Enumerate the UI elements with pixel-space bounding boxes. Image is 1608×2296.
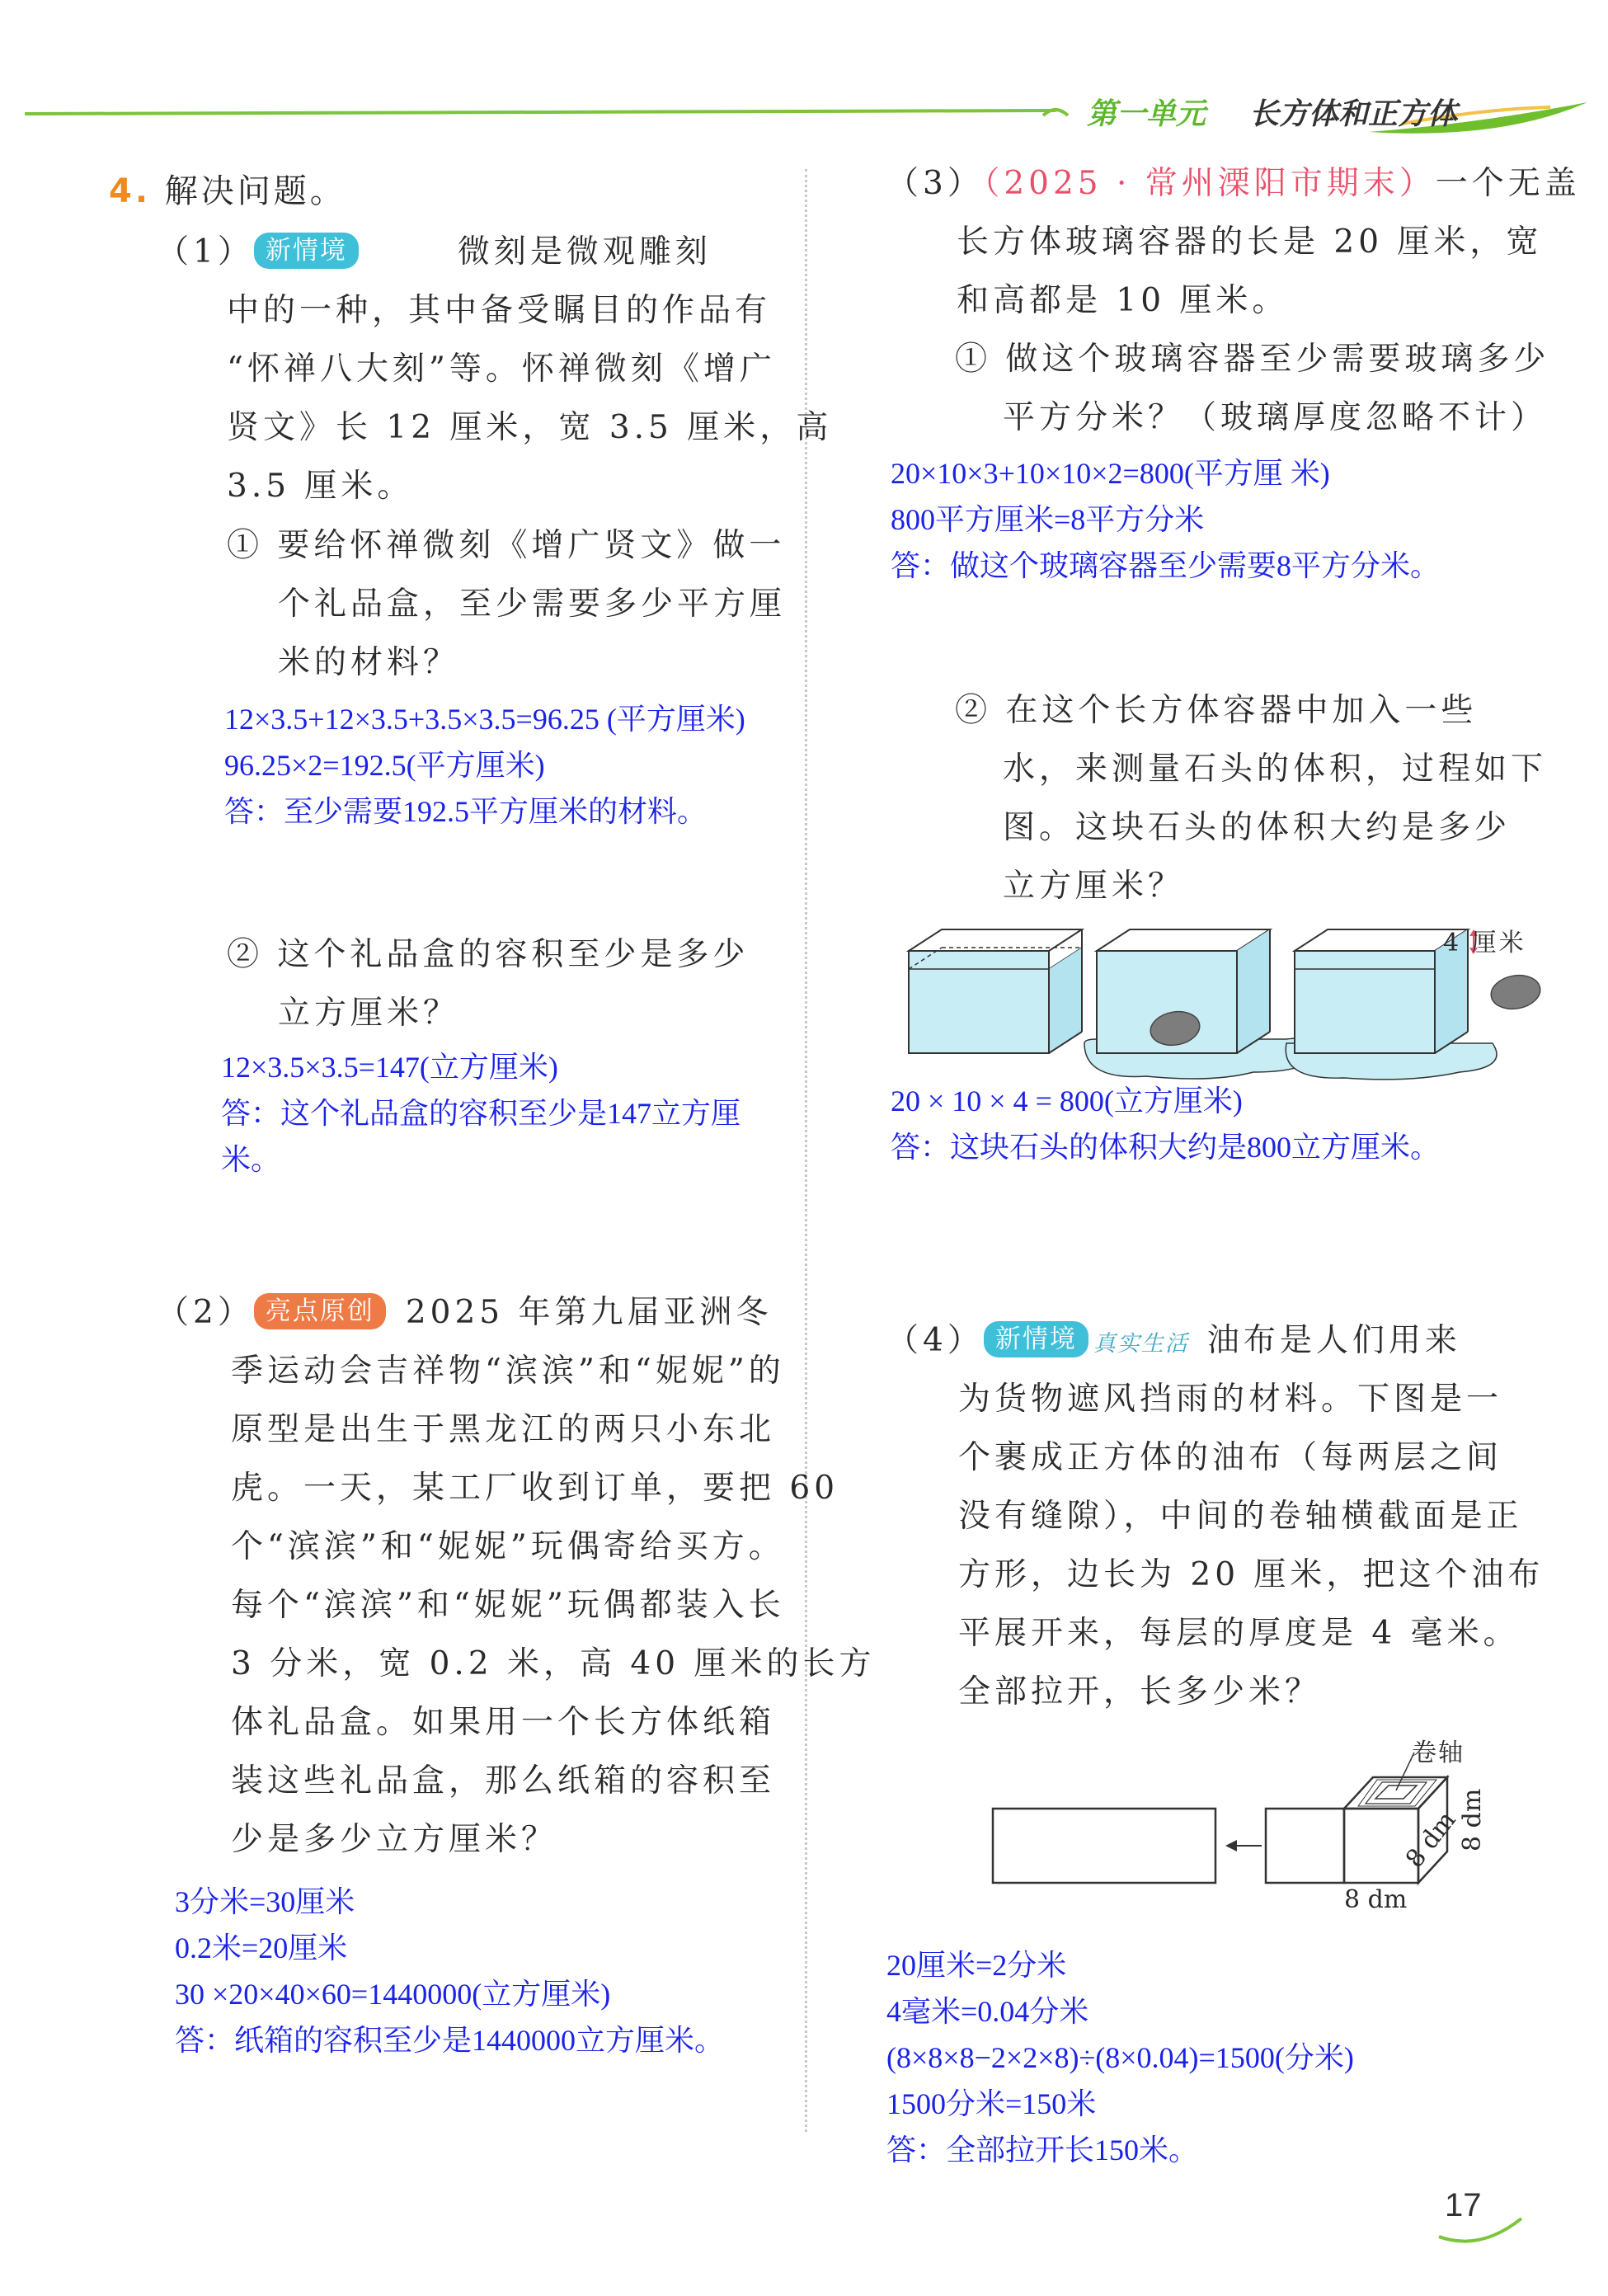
q2-ans-0: 3分米=30厘米 <box>175 1885 355 1918</box>
q4-answer <box>886 1942 1354 2173</box>
q3-ans1-0: 20×10×3+10×10×2=800(平方厘 米) <box>891 457 1330 490</box>
q4-text-1: 为货物遮风挡雨的材料。下图是一 <box>958 1381 1503 1418</box>
q4-axis-label: 卷轴 <box>1412 1738 1465 1767</box>
q2-first-line <box>157 1283 772 1342</box>
q3-sub2-3: 立方厘米？ <box>1003 868 1185 905</box>
q4-side-label-1: 8 dm <box>1344 1885 1408 1914</box>
q2-text-9: 少是多少立方厘米？ <box>231 1821 558 1858</box>
q2-tag: 亮点原创 <box>254 1293 386 1329</box>
q3-ans1-1: 800平方厘米=8平方分米 <box>891 503 1205 536</box>
q2-text-2: 原型是出生于黑龙江的两只小东北 <box>231 1411 776 1448</box>
unrolled-tarp <box>993 1809 1215 1883</box>
q2-text-4: 个“滨滨”和“妮妮”玩偶寄给买方。 <box>231 1528 785 1565</box>
q3-sub1-1: 平方分米？（玻璃厚度忽略不计） <box>1003 399 1548 436</box>
q3-answer-2 <box>891 1078 1440 1170</box>
q2-text-0: 2025 年第九届亚洲冬 <box>405 1294 773 1331</box>
q1-intro-2: “怀禅八大刻”等。怀禅微刻《增广 <box>227 351 776 388</box>
q2-text-8: 装这些礼品盒，那么纸箱的容积至 <box>231 1762 776 1800</box>
q4-number: （4） <box>886 1322 984 1359</box>
q3-sub2 <box>955 681 1547 915</box>
q2-text-5: 每个“滨滨”和“妮妮”玩偶都装入长 <box>231 1587 785 1624</box>
q3-figure-label: 4 厘米 <box>1443 929 1526 957</box>
q2-text <box>231 1342 875 1869</box>
q2-text-1: 季运动会吉祥物“滨滨”和“妮妮”的 <box>231 1353 785 1390</box>
q4-ans-0: 20厘米=2分米 <box>886 1949 1067 1982</box>
q3-text-2: 和高都是 10 厘米。 <box>957 282 1289 319</box>
q3-sub2-0: ② 在这个长方体容器中加入一些 <box>955 692 1478 729</box>
q3-text-1: 长方体玻璃容器的长是 20 厘米，宽 <box>957 223 1543 261</box>
q4-text-3: 没有缝隙），中间的卷轴横截面是正 <box>958 1498 1523 1535</box>
q1-answer-2 <box>221 1044 741 1183</box>
q2-ans-1: 0.2米=20厘米 <box>175 1931 348 1964</box>
q3-sub1-0: ① 做这个玻璃容器至少需要玻璃多少 <box>955 341 1550 378</box>
q3-number: （3） <box>886 165 984 202</box>
problem-heading <box>109 165 346 212</box>
header-decoration <box>0 0 1608 157</box>
q2-answer <box>175 1879 724 2063</box>
problem-title: 解决问题。 <box>164 172 346 210</box>
q1-sub2-0: ② 这个礼品盒的容积至少是多少 <box>227 936 750 973</box>
q1-intro-3: 贤文》长 12 厘米，宽 3.5 厘米，高 <box>227 409 833 446</box>
unit-label: 第一单元 <box>1087 97 1206 131</box>
q1-sub2-1: 立方厘米？ <box>278 995 460 1032</box>
q4-text-0: 油布是人们用来 <box>1206 1322 1461 1359</box>
q1-sub2 <box>227 925 749 1042</box>
q4-text <box>958 1370 1544 1721</box>
q4-ans-3: 1500分米=150米 <box>886 2087 1097 2120</box>
q4-text-4: 方形，边长为 20 厘米，把这个油布 <box>958 1556 1545 1593</box>
q1-sub1-2: 米的材料？ <box>278 644 460 681</box>
q1-ans2-1: 答：这个礼品盒的容积至少是147立方厘 <box>221 1097 741 1130</box>
q4-tag: 新情境 <box>984 1321 1088 1357</box>
q1-intro-0: 微刻是微观雕刻 <box>457 233 712 271</box>
q2-ans-2: 30 ×20×40×60=1440000(立方厘米) <box>175 1978 611 2011</box>
q1-number: （1） <box>157 233 254 271</box>
q3-answer-1 <box>891 450 1440 589</box>
q2-number: （2） <box>157 1294 254 1331</box>
q3-source: （2025 · 常州溧阳市期末） <box>983 165 1436 202</box>
q3-ans1-2: 答：做这个玻璃容器至少需要8平方分米。 <box>891 549 1441 582</box>
q1-intro <box>227 281 832 515</box>
q3-first-line <box>886 154 1581 213</box>
q1-ans2-2: 米。 <box>221 1143 281 1176</box>
unit-title: 长方体和正方体 <box>1249 97 1458 131</box>
q4-first-line <box>886 1311 1461 1373</box>
q1-sub1-0: ① 要给怀禅微刻《增广贤文》做一 <box>227 527 786 564</box>
q2-text-3: 虎。一天，某工厂收到订单，要把 60 <box>231 1470 839 1507</box>
q4-text-6: 全部拉开，长多少米？ <box>958 1673 1322 1710</box>
q4-tag-sub: 真实生活 <box>1093 1331 1189 1357</box>
q4-side-label-2: 8 dm <box>1400 1805 1462 1874</box>
q3-sub1 <box>955 330 1549 447</box>
container-2 <box>1084 929 1319 1079</box>
q4-text-5: 平展开来，每层的厚度是 4 毫米。 <box>958 1615 1520 1652</box>
q1-answer-1 <box>224 696 745 835</box>
q3-sub2-1: 水，来测量石头的体积，过程如下 <box>1003 750 1548 788</box>
q2-text-6: 3 分米，宽 0.2 米，高 40 厘米的长方 <box>231 1645 876 1682</box>
q1-tag: 新情境 <box>254 233 359 269</box>
q2-text-7: 体礼品盒。如果用一个长方体纸箱 <box>231 1704 776 1741</box>
problem-number: 4. <box>109 172 152 210</box>
q4-side-label-3: 8 dm <box>1458 1788 1487 1851</box>
q1-ans1-2: 答：至少需要192.5平方厘米的材料。 <box>224 795 708 828</box>
q1-intro-4: 3.5 厘米。 <box>227 468 414 505</box>
q3-ans2-1: 答：这块石头的体积大约是800立方厘米。 <box>891 1131 1441 1164</box>
stone-icon <box>1488 972 1543 1013</box>
q4-ans-2: (8×8×8−2×2×8)÷(8×0.04)=1500(分米) <box>886 2041 1354 2074</box>
page-number: 17 <box>1445 2187 1482 2223</box>
q1-ans1-0: 12×3.5+12×3.5+3.5×3.5=96.25 (平方厘米) <box>224 703 745 736</box>
q1-first-line <box>157 223 712 281</box>
q3-text <box>957 213 1542 330</box>
q4-text-2: 个裹成正方体的油布（每两层之间 <box>958 1439 1503 1476</box>
q4-ans-1: 4毫米=0.04分米 <box>886 1995 1089 2028</box>
q2-ans-3: 答：纸箱的容积至少是1440000立方厘米。 <box>175 2024 725 2057</box>
q1-sub1-1: 个礼品盒，至少需要多少平方厘 <box>278 586 787 623</box>
q1-sub1 <box>227 516 786 692</box>
q3-text-0: 一个无盖 <box>1435 165 1581 202</box>
q1-ans2-0: 12×3.5×3.5=147(立方厘米) <box>221 1051 558 1084</box>
q4-ans-4: 答：全部拉开长150米。 <box>886 2134 1199 2167</box>
q1-ans1-1: 96.25×2=192.5(平方厘米) <box>224 749 545 782</box>
q3-sub2-2: 图。这块石头的体积大约是多少 <box>1003 809 1512 846</box>
q1-intro-1: 中的一种，其中备受瞩目的作品有 <box>227 292 772 329</box>
q3-ans2-0: 20 × 10 × 4 = 800(立方厘米) <box>891 1084 1243 1117</box>
container-1 <box>909 929 1082 1053</box>
